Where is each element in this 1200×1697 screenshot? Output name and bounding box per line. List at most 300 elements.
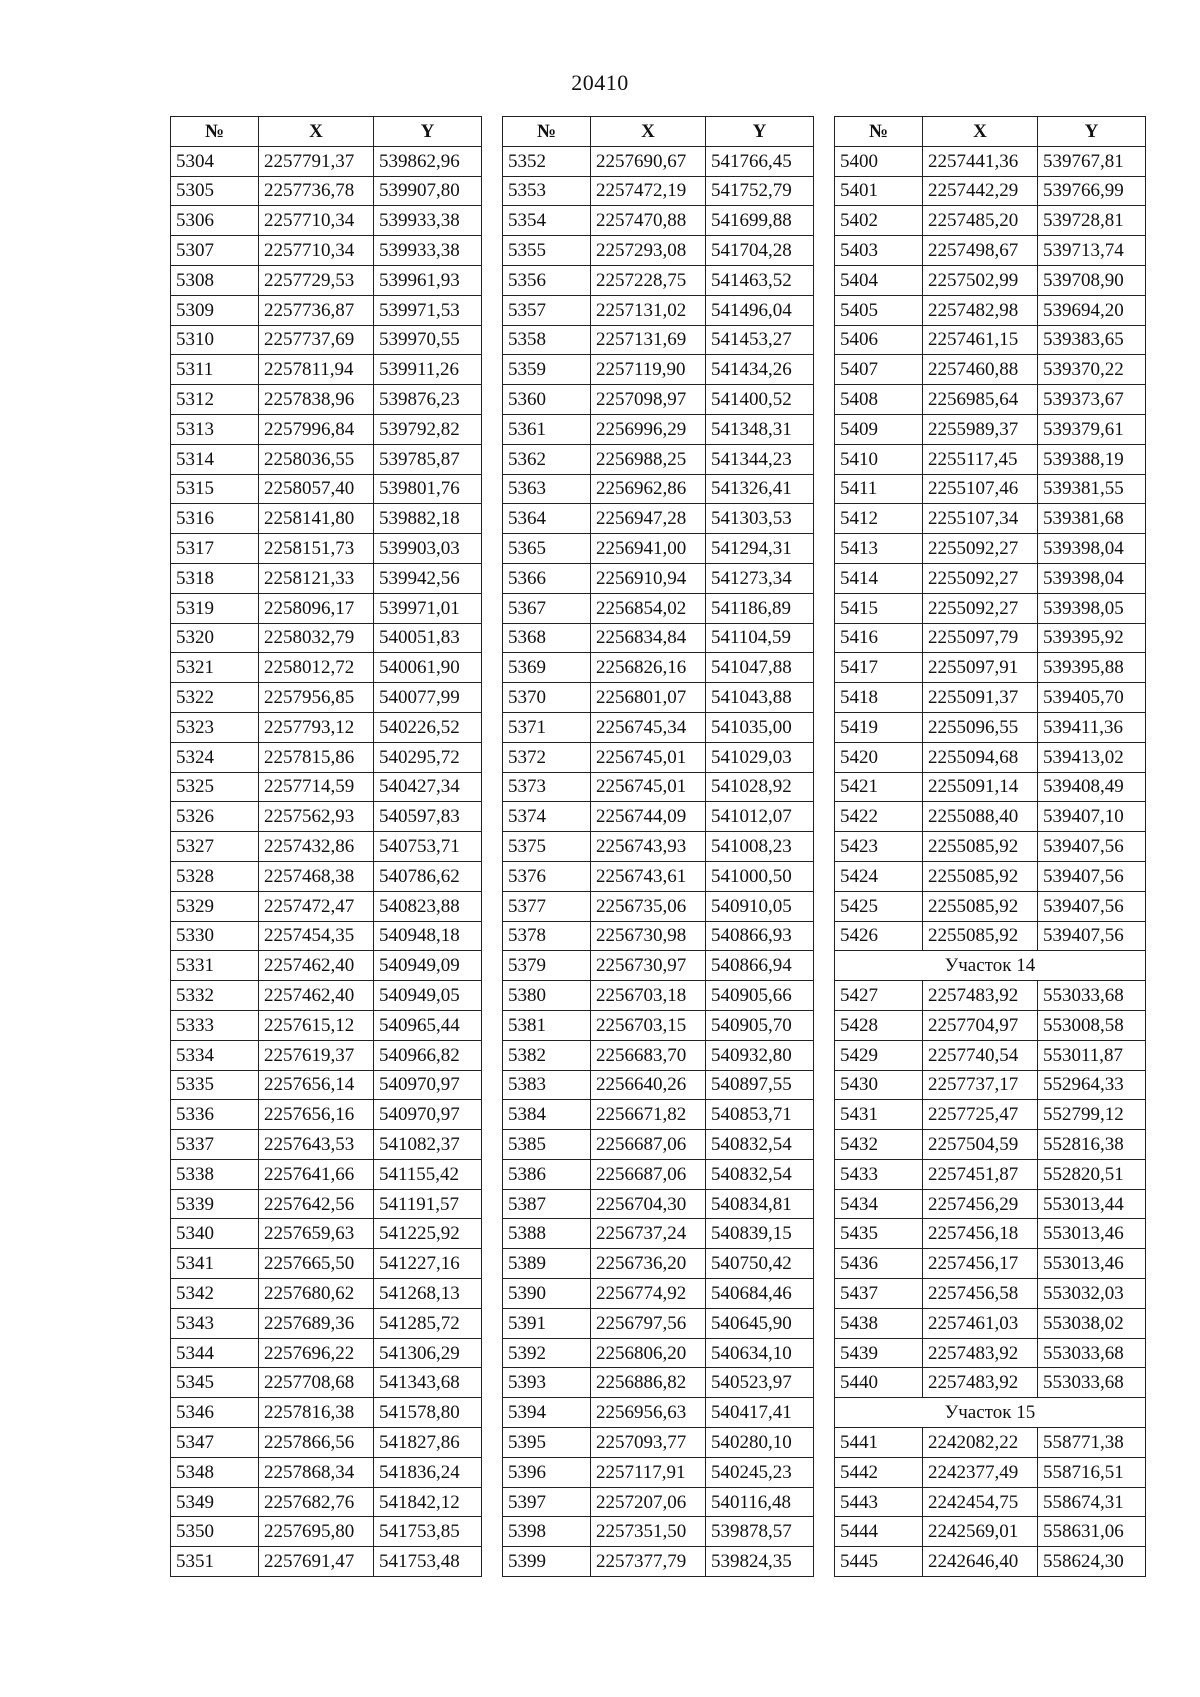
y-coordinate-cell: 541836,24 [374, 1457, 482, 1487]
point-number-cell: 5373 [503, 772, 591, 802]
section-label: Участок 15 [835, 1398, 1146, 1428]
x-coordinate-cell: 2257483,92 [923, 1338, 1038, 1368]
table-row [171, 1428, 482, 1458]
point-number-cell: 5426 [835, 921, 923, 951]
point-number-cell: 5422 [835, 802, 923, 832]
y-coordinate-cell: 540832,54 [706, 1130, 814, 1160]
x-coordinate-cell: 2257682,76 [259, 1487, 374, 1517]
point-number-cell: 5414 [835, 563, 923, 593]
point-number-cell: 5341 [171, 1249, 259, 1279]
x-coordinate-cell: 2255091,37 [923, 683, 1038, 713]
y-coordinate-cell: 540684,46 [706, 1279, 814, 1309]
y-coordinate-cell: 539933,38 [374, 236, 482, 266]
header-number: № [835, 117, 923, 147]
point-number-cell: 5377 [503, 891, 591, 921]
table-row [503, 1100, 814, 1130]
y-coordinate-cell: 553033,68 [1038, 1368, 1146, 1398]
point-number-cell: 5355 [503, 236, 591, 266]
table-row [171, 951, 482, 981]
x-coordinate-cell: 2257696,22 [259, 1338, 374, 1368]
table-header-row [171, 117, 482, 147]
y-coordinate-cell: 539379,61 [1038, 414, 1146, 444]
table-row [835, 1159, 1146, 1189]
y-coordinate-cell: 539785,87 [374, 444, 482, 474]
x-coordinate-cell: 2257461,15 [923, 325, 1038, 355]
y-coordinate-cell: 553013,46 [1038, 1219, 1146, 1249]
table-row [835, 921, 1146, 951]
y-coordinate-cell: 540823,88 [374, 891, 482, 921]
point-number-cell: 5334 [171, 1040, 259, 1070]
point-number-cell: 5360 [503, 385, 591, 415]
table-row [503, 951, 814, 981]
y-coordinate-cell: 540750,42 [706, 1249, 814, 1279]
table-row [503, 1487, 814, 1517]
x-coordinate-cell: 2256985,64 [923, 385, 1038, 415]
page-number: 20410 [571, 70, 629, 95]
table-row [503, 1457, 814, 1487]
point-number-cell: 5342 [171, 1279, 259, 1309]
x-coordinate-cell: 2256743,93 [591, 832, 706, 862]
y-coordinate-cell: 540077,99 [374, 683, 482, 713]
table-row [835, 385, 1146, 415]
x-coordinate-cell: 2255989,37 [923, 414, 1038, 444]
table-row [835, 623, 1146, 653]
x-coordinate-cell: 2257689,36 [259, 1308, 374, 1338]
y-coordinate-cell: 540280,10 [706, 1428, 814, 1458]
x-coordinate-cell: 2258032,79 [259, 623, 374, 653]
point-number-cell: 5306 [171, 206, 259, 236]
x-coordinate-cell: 2258057,40 [259, 474, 374, 504]
y-coordinate-cell: 540832,54 [706, 1159, 814, 1189]
x-coordinate-cell: 2257714,59 [259, 772, 374, 802]
table-row [503, 1219, 814, 1249]
x-coordinate-cell: 2256806,20 [591, 1338, 706, 1368]
table-row [503, 1428, 814, 1458]
point-number-cell: 5382 [503, 1040, 591, 1070]
table-row [503, 1279, 814, 1309]
y-coordinate-cell: 541463,52 [706, 265, 814, 295]
point-number-cell: 5343 [171, 1308, 259, 1338]
y-coordinate-cell: 539373,67 [1038, 385, 1146, 415]
table-row [171, 355, 482, 385]
table-row [171, 653, 482, 683]
x-coordinate-cell: 2257708,68 [259, 1368, 374, 1398]
x-coordinate-cell: 2257461,03 [923, 1308, 1038, 1338]
point-number-cell: 5402 [835, 206, 923, 236]
table-row [503, 1338, 814, 1368]
x-coordinate-cell: 2256941,00 [591, 534, 706, 564]
y-coordinate-cell: 553013,44 [1038, 1189, 1146, 1219]
table-row [503, 1308, 814, 1338]
point-number-cell: 5311 [171, 355, 259, 385]
table-header-row [835, 117, 1146, 147]
x-coordinate-cell: 2256910,94 [591, 563, 706, 593]
point-number-cell: 5371 [503, 712, 591, 742]
y-coordinate-cell: 541753,85 [374, 1517, 482, 1547]
point-number-cell: 5431 [835, 1100, 923, 1130]
y-coordinate-cell: 541155,42 [374, 1159, 482, 1189]
point-number-cell: 5337 [171, 1130, 259, 1160]
point-number-cell: 5348 [171, 1457, 259, 1487]
point-number-cell: 5439 [835, 1338, 923, 1368]
table-row [835, 1249, 1146, 1279]
point-number-cell: 5433 [835, 1159, 923, 1189]
x-coordinate-cell: 2256736,20 [591, 1249, 706, 1279]
x-coordinate-cell: 2257659,63 [259, 1219, 374, 1249]
x-coordinate-cell: 2255097,79 [923, 623, 1038, 653]
y-coordinate-cell: 539413,02 [1038, 742, 1146, 772]
table-row [835, 1219, 1146, 1249]
y-coordinate-cell: 540905,70 [706, 1010, 814, 1040]
x-coordinate-cell: 2257996,84 [259, 414, 374, 444]
x-coordinate-cell: 2256671,82 [591, 1100, 706, 1130]
table-row [835, 861, 1146, 891]
point-number-cell: 5368 [503, 623, 591, 653]
y-coordinate-cell: 539728,81 [1038, 206, 1146, 236]
point-number-cell: 5411 [835, 474, 923, 504]
point-number-cell: 5430 [835, 1070, 923, 1100]
point-number-cell: 5332 [171, 981, 259, 1011]
x-coordinate-cell: 2255094,68 [923, 742, 1038, 772]
point-number-cell: 5417 [835, 653, 923, 683]
y-coordinate-cell: 540949,09 [374, 951, 482, 981]
y-coordinate-cell: 540061,90 [374, 653, 482, 683]
table-row [503, 1249, 814, 1279]
y-coordinate-cell: 558624,30 [1038, 1547, 1146, 1577]
y-coordinate-cell: 540597,83 [374, 802, 482, 832]
table-row [171, 981, 482, 1011]
table-row [171, 206, 482, 236]
point-number-cell: 5336 [171, 1100, 259, 1130]
point-number-cell: 5390 [503, 1279, 591, 1309]
x-coordinate-cell: 2257866,56 [259, 1428, 374, 1458]
y-coordinate-cell: 539381,68 [1038, 504, 1146, 534]
y-coordinate-cell: 539407,56 [1038, 861, 1146, 891]
x-coordinate-cell: 2256735,06 [591, 891, 706, 921]
y-coordinate-cell: 540295,72 [374, 742, 482, 772]
point-number-cell: 5406 [835, 325, 923, 355]
table-row [503, 623, 814, 653]
point-number-cell: 5357 [503, 295, 591, 325]
point-number-cell: 5385 [503, 1130, 591, 1160]
table-row [503, 1368, 814, 1398]
x-coordinate-cell: 2257472,47 [259, 891, 374, 921]
table-row [171, 891, 482, 921]
x-coordinate-cell: 2257454,35 [259, 921, 374, 951]
point-number-cell: 5324 [171, 742, 259, 772]
point-number-cell: 5304 [171, 146, 259, 176]
table-row [835, 1368, 1146, 1398]
table-row [835, 1308, 1146, 1338]
table-row [171, 1487, 482, 1517]
table-row [171, 712, 482, 742]
x-coordinate-cell: 2255092,27 [923, 563, 1038, 593]
table-row [503, 146, 814, 176]
y-coordinate-cell: 541227,16 [374, 1249, 482, 1279]
x-coordinate-cell: 2257098,97 [591, 385, 706, 415]
y-coordinate-cell: 540417,41 [706, 1398, 814, 1428]
x-coordinate-cell: 2255097,91 [923, 653, 1038, 683]
y-coordinate-cell: 552799,12 [1038, 1100, 1146, 1130]
header-x: X [923, 117, 1038, 147]
table-row [171, 1308, 482, 1338]
y-coordinate-cell: 558771,38 [1038, 1428, 1146, 1458]
x-coordinate-cell: 2257482,98 [923, 295, 1038, 325]
x-coordinate-cell: 2256947,28 [591, 504, 706, 534]
table-row [503, 1189, 814, 1219]
table-row [171, 1010, 482, 1040]
x-coordinate-cell: 2257737,17 [923, 1070, 1038, 1100]
table-row [503, 325, 814, 355]
y-coordinate-cell: 540966,82 [374, 1040, 482, 1070]
table-row [503, 474, 814, 504]
point-number-cell: 5345 [171, 1368, 259, 1398]
point-number-cell: 5424 [835, 861, 923, 891]
x-coordinate-cell: 2257131,69 [591, 325, 706, 355]
table-row [171, 861, 482, 891]
y-coordinate-cell: 552820,51 [1038, 1159, 1146, 1189]
x-coordinate-cell: 2257615,12 [259, 1010, 374, 1040]
table-row [171, 1189, 482, 1219]
point-number-cell: 5321 [171, 653, 259, 683]
table-row [835, 474, 1146, 504]
table-row [835, 444, 1146, 474]
y-coordinate-cell: 540839,15 [706, 1219, 814, 1249]
table-row [171, 1130, 482, 1160]
table-row [171, 1219, 482, 1249]
table-row [835, 1457, 1146, 1487]
x-coordinate-cell: 2257119,90 [591, 355, 706, 385]
x-coordinate-cell: 2257710,34 [259, 206, 374, 236]
point-number-cell: 5425 [835, 891, 923, 921]
table-row [503, 891, 814, 921]
x-coordinate-cell: 2256801,07 [591, 683, 706, 713]
point-number-cell: 5344 [171, 1338, 259, 1368]
table-row [503, 534, 814, 564]
x-coordinate-cell: 2258012,72 [259, 653, 374, 683]
table-row [503, 1010, 814, 1040]
table-row [835, 593, 1146, 623]
x-coordinate-cell: 2257483,92 [923, 981, 1038, 1011]
table-row [835, 1487, 1146, 1517]
table-row [171, 236, 482, 266]
point-number-cell: 5361 [503, 414, 591, 444]
point-number-cell: 5339 [171, 1189, 259, 1219]
x-coordinate-cell: 2255096,55 [923, 712, 1038, 742]
point-number-cell: 5408 [835, 385, 923, 415]
x-coordinate-cell: 2257656,16 [259, 1100, 374, 1130]
x-coordinate-cell: 2242454,75 [923, 1487, 1038, 1517]
table-row [503, 236, 814, 266]
y-coordinate-cell: 553013,46 [1038, 1249, 1146, 1279]
point-number-cell: 5317 [171, 534, 259, 564]
table-row [835, 146, 1146, 176]
point-number-cell: 5443 [835, 1487, 923, 1517]
x-coordinate-cell: 2257117,91 [591, 1457, 706, 1487]
section-label: Участок 14 [835, 951, 1146, 981]
x-coordinate-cell: 2257811,94 [259, 355, 374, 385]
table-row [835, 1547, 1146, 1577]
table-row [171, 146, 482, 176]
point-number-cell: 5307 [171, 236, 259, 266]
y-coordinate-cell: 541842,12 [374, 1487, 482, 1517]
point-number-cell: 5387 [503, 1189, 591, 1219]
point-number-cell: 5395 [503, 1428, 591, 1458]
table-row [835, 504, 1146, 534]
y-coordinate-cell: 541344,23 [706, 444, 814, 474]
point-number-cell: 5328 [171, 861, 259, 891]
x-coordinate-cell: 2256687,06 [591, 1130, 706, 1160]
table-row [171, 414, 482, 444]
point-number-cell: 5409 [835, 414, 923, 444]
table-row [835, 206, 1146, 236]
point-number-cell: 5442 [835, 1457, 923, 1487]
x-coordinate-cell: 2257472,19 [591, 176, 706, 206]
y-coordinate-cell: 539767,81 [1038, 146, 1146, 176]
table-row [835, 1189, 1146, 1219]
table-row [503, 742, 814, 772]
y-coordinate-cell: 540116,48 [706, 1487, 814, 1517]
y-coordinate-cell: 540834,81 [706, 1189, 814, 1219]
table-row [503, 653, 814, 683]
header-y: Y [374, 117, 482, 147]
point-number-cell: 5413 [835, 534, 923, 564]
y-coordinate-cell: 539911,26 [374, 355, 482, 385]
point-number-cell: 5388 [503, 1219, 591, 1249]
table-row [171, 265, 482, 295]
x-coordinate-cell: 2257562,93 [259, 802, 374, 832]
point-number-cell: 5412 [835, 504, 923, 534]
table-row [835, 1279, 1146, 1309]
point-number-cell: 5362 [503, 444, 591, 474]
y-coordinate-cell: 541191,57 [374, 1189, 482, 1219]
point-number-cell: 5358 [503, 325, 591, 355]
point-number-cell: 5318 [171, 563, 259, 593]
y-coordinate-cell: 539876,23 [374, 385, 482, 415]
table-row [171, 1040, 482, 1070]
y-coordinate-cell: 553011,87 [1038, 1040, 1146, 1070]
point-number-cell: 5441 [835, 1428, 923, 1458]
table-row [503, 504, 814, 534]
point-number-cell: 5369 [503, 653, 591, 683]
point-number-cell: 5308 [171, 265, 259, 295]
point-number-cell: 5384 [503, 1100, 591, 1130]
x-coordinate-cell: 2257868,34 [259, 1457, 374, 1487]
header-number: № [503, 117, 591, 147]
x-coordinate-cell: 2257816,38 [259, 1398, 374, 1428]
point-number-cell: 5319 [171, 593, 259, 623]
table-row [171, 921, 482, 951]
y-coordinate-cell: 540853,71 [706, 1100, 814, 1130]
table-row [171, 1249, 482, 1279]
x-coordinate-cell: 2256640,26 [591, 1070, 706, 1100]
x-coordinate-cell: 2257665,50 [259, 1249, 374, 1279]
x-coordinate-cell: 2257456,58 [923, 1279, 1038, 1309]
y-coordinate-cell: 539395,92 [1038, 623, 1146, 653]
table-row [503, 414, 814, 444]
x-coordinate-cell: 2257462,40 [259, 951, 374, 981]
point-number-cell: 5429 [835, 1040, 923, 1070]
y-coordinate-cell: 558631,06 [1038, 1517, 1146, 1547]
table-row [503, 176, 814, 206]
table-row [171, 1159, 482, 1189]
point-number-cell: 5320 [171, 623, 259, 653]
y-coordinate-cell: 539398,04 [1038, 563, 1146, 593]
x-coordinate-cell: 2257791,37 [259, 146, 374, 176]
point-number-cell: 5322 [171, 683, 259, 713]
x-coordinate-cell: 2242569,01 [923, 1517, 1038, 1547]
x-coordinate-cell: 2255088,40 [923, 802, 1038, 832]
x-coordinate-cell: 2257432,86 [259, 832, 374, 862]
point-number-cell: 5363 [503, 474, 591, 504]
table-row [171, 1070, 482, 1100]
point-number-cell: 5392 [503, 1338, 591, 1368]
table-row [171, 474, 482, 504]
table-row [171, 1338, 482, 1368]
x-coordinate-cell: 2258096,17 [259, 593, 374, 623]
table-row [171, 295, 482, 325]
point-number-cell: 5350 [171, 1517, 259, 1547]
point-number-cell: 5435 [835, 1219, 923, 1249]
x-coordinate-cell: 2255092,27 [923, 593, 1038, 623]
x-coordinate-cell: 2257710,34 [259, 236, 374, 266]
y-coordinate-cell: 541225,92 [374, 1219, 482, 1249]
x-coordinate-cell: 2257695,80 [259, 1517, 374, 1547]
x-coordinate-cell: 2257736,87 [259, 295, 374, 325]
x-coordinate-cell: 2257642,56 [259, 1189, 374, 1219]
point-number-cell: 5405 [835, 295, 923, 325]
header-y: Y [1038, 117, 1146, 147]
point-number-cell: 5338 [171, 1159, 259, 1189]
table-row [835, 1517, 1146, 1547]
point-number-cell: 5418 [835, 683, 923, 713]
y-coordinate-cell: 540753,71 [374, 832, 482, 862]
point-number-cell: 5398 [503, 1517, 591, 1547]
x-coordinate-cell: 2256996,29 [591, 414, 706, 444]
table-row [503, 861, 814, 891]
table-row [171, 593, 482, 623]
x-coordinate-cell: 2256962,86 [591, 474, 706, 504]
point-number-cell: 5370 [503, 683, 591, 713]
point-number-cell: 5331 [171, 951, 259, 981]
table-row [503, 1130, 814, 1160]
y-coordinate-cell: 541578,80 [374, 1398, 482, 1428]
table-row [171, 1279, 482, 1309]
y-coordinate-cell: 539713,74 [1038, 236, 1146, 266]
point-number-cell: 5379 [503, 951, 591, 981]
table-row [503, 683, 814, 713]
table-row [835, 563, 1146, 593]
x-coordinate-cell: 2256687,06 [591, 1159, 706, 1189]
point-number-cell: 5401 [835, 176, 923, 206]
table-row [835, 236, 1146, 266]
y-coordinate-cell: 541082,37 [374, 1130, 482, 1160]
point-number-cell: 5353 [503, 176, 591, 206]
point-number-cell: 5315 [171, 474, 259, 504]
y-coordinate-cell: 541000,50 [706, 861, 814, 891]
table-row [503, 772, 814, 802]
y-coordinate-cell: 539407,56 [1038, 921, 1146, 951]
point-number-cell: 5329 [171, 891, 259, 921]
x-coordinate-cell: 2257737,69 [259, 325, 374, 355]
table-row [835, 653, 1146, 683]
point-number-cell: 5407 [835, 355, 923, 385]
y-coordinate-cell: 539395,88 [1038, 653, 1146, 683]
point-number-cell: 5351 [171, 1547, 259, 1577]
x-coordinate-cell: 2256745,01 [591, 742, 706, 772]
y-coordinate-cell: 558674,31 [1038, 1487, 1146, 1517]
y-coordinate-cell: 539398,04 [1038, 534, 1146, 564]
